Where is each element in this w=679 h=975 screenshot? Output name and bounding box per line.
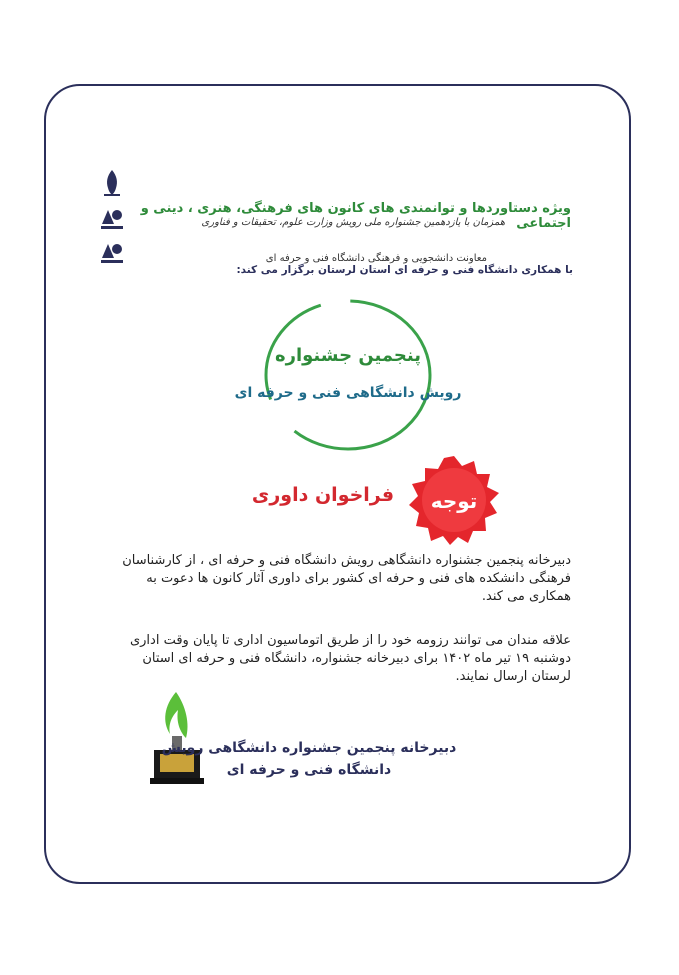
header-line-2: همزمان با یازدهمین جشنواره ملی رویش وزارت علوم، تحقیقات و فناوری — [201, 217, 505, 228]
signature — [139, 737, 479, 781]
university-logo-icon — [98, 238, 126, 266]
emblem-line-1: پنجمین جشنواره — [274, 345, 422, 366]
header-line-3: معاونت دانشجویی و فرهنگی دانشگاه فنی و حرفه ای — [265, 253, 487, 264]
emblem-iran-icon — [98, 168, 126, 198]
attention-badge — [406, 452, 502, 548]
signature-line-2: دانشگاه فنی و حرفه ای — [226, 762, 392, 778]
emblem-line-2: رویش دانشگاهی فنی و حرفه ای — [234, 385, 462, 401]
body-paragraph-1: دبیرخانه پنجمین جشنواره دانشگاهی رویش دانشگاه فنی و حرفه ای ، از کارشناسان فرهنگی دانشکده های فنی و حرفه ای کشور برای داوری آثار کانون ها دعوت به همکاری می کند. — [122, 553, 571, 604]
body-paragraph-2: علاقه مندان می توانند رزومه خود را از طریق اتوماسیون اداری تا پایان وقت اداری دوشنبه ۱۹ تیر ماه ۱۴۰۲ برای دبیرخانه جشنواره، دانشگاه فنی و حرفه ای استان لرستان ارسال نمایند. — [129, 633, 571, 684]
badge-label: توجه — [430, 489, 478, 513]
festival-emblem — [234, 295, 462, 455]
header-line-4: با همکاری دانشگاه فنی و حرفه ای استان لرستان برگزار می کند: — [236, 264, 573, 276]
call-title: فراخوان داوری — [251, 484, 395, 506]
signature-line-1: دبیرخانه پنجمین جشنواره دانشگاهی رویش — [161, 740, 457, 756]
header-line-1: ویژه دستاوردها و توانمندی های کانون های فرهنگی، هنری ، دینی و اجتماعی — [140, 201, 571, 231]
